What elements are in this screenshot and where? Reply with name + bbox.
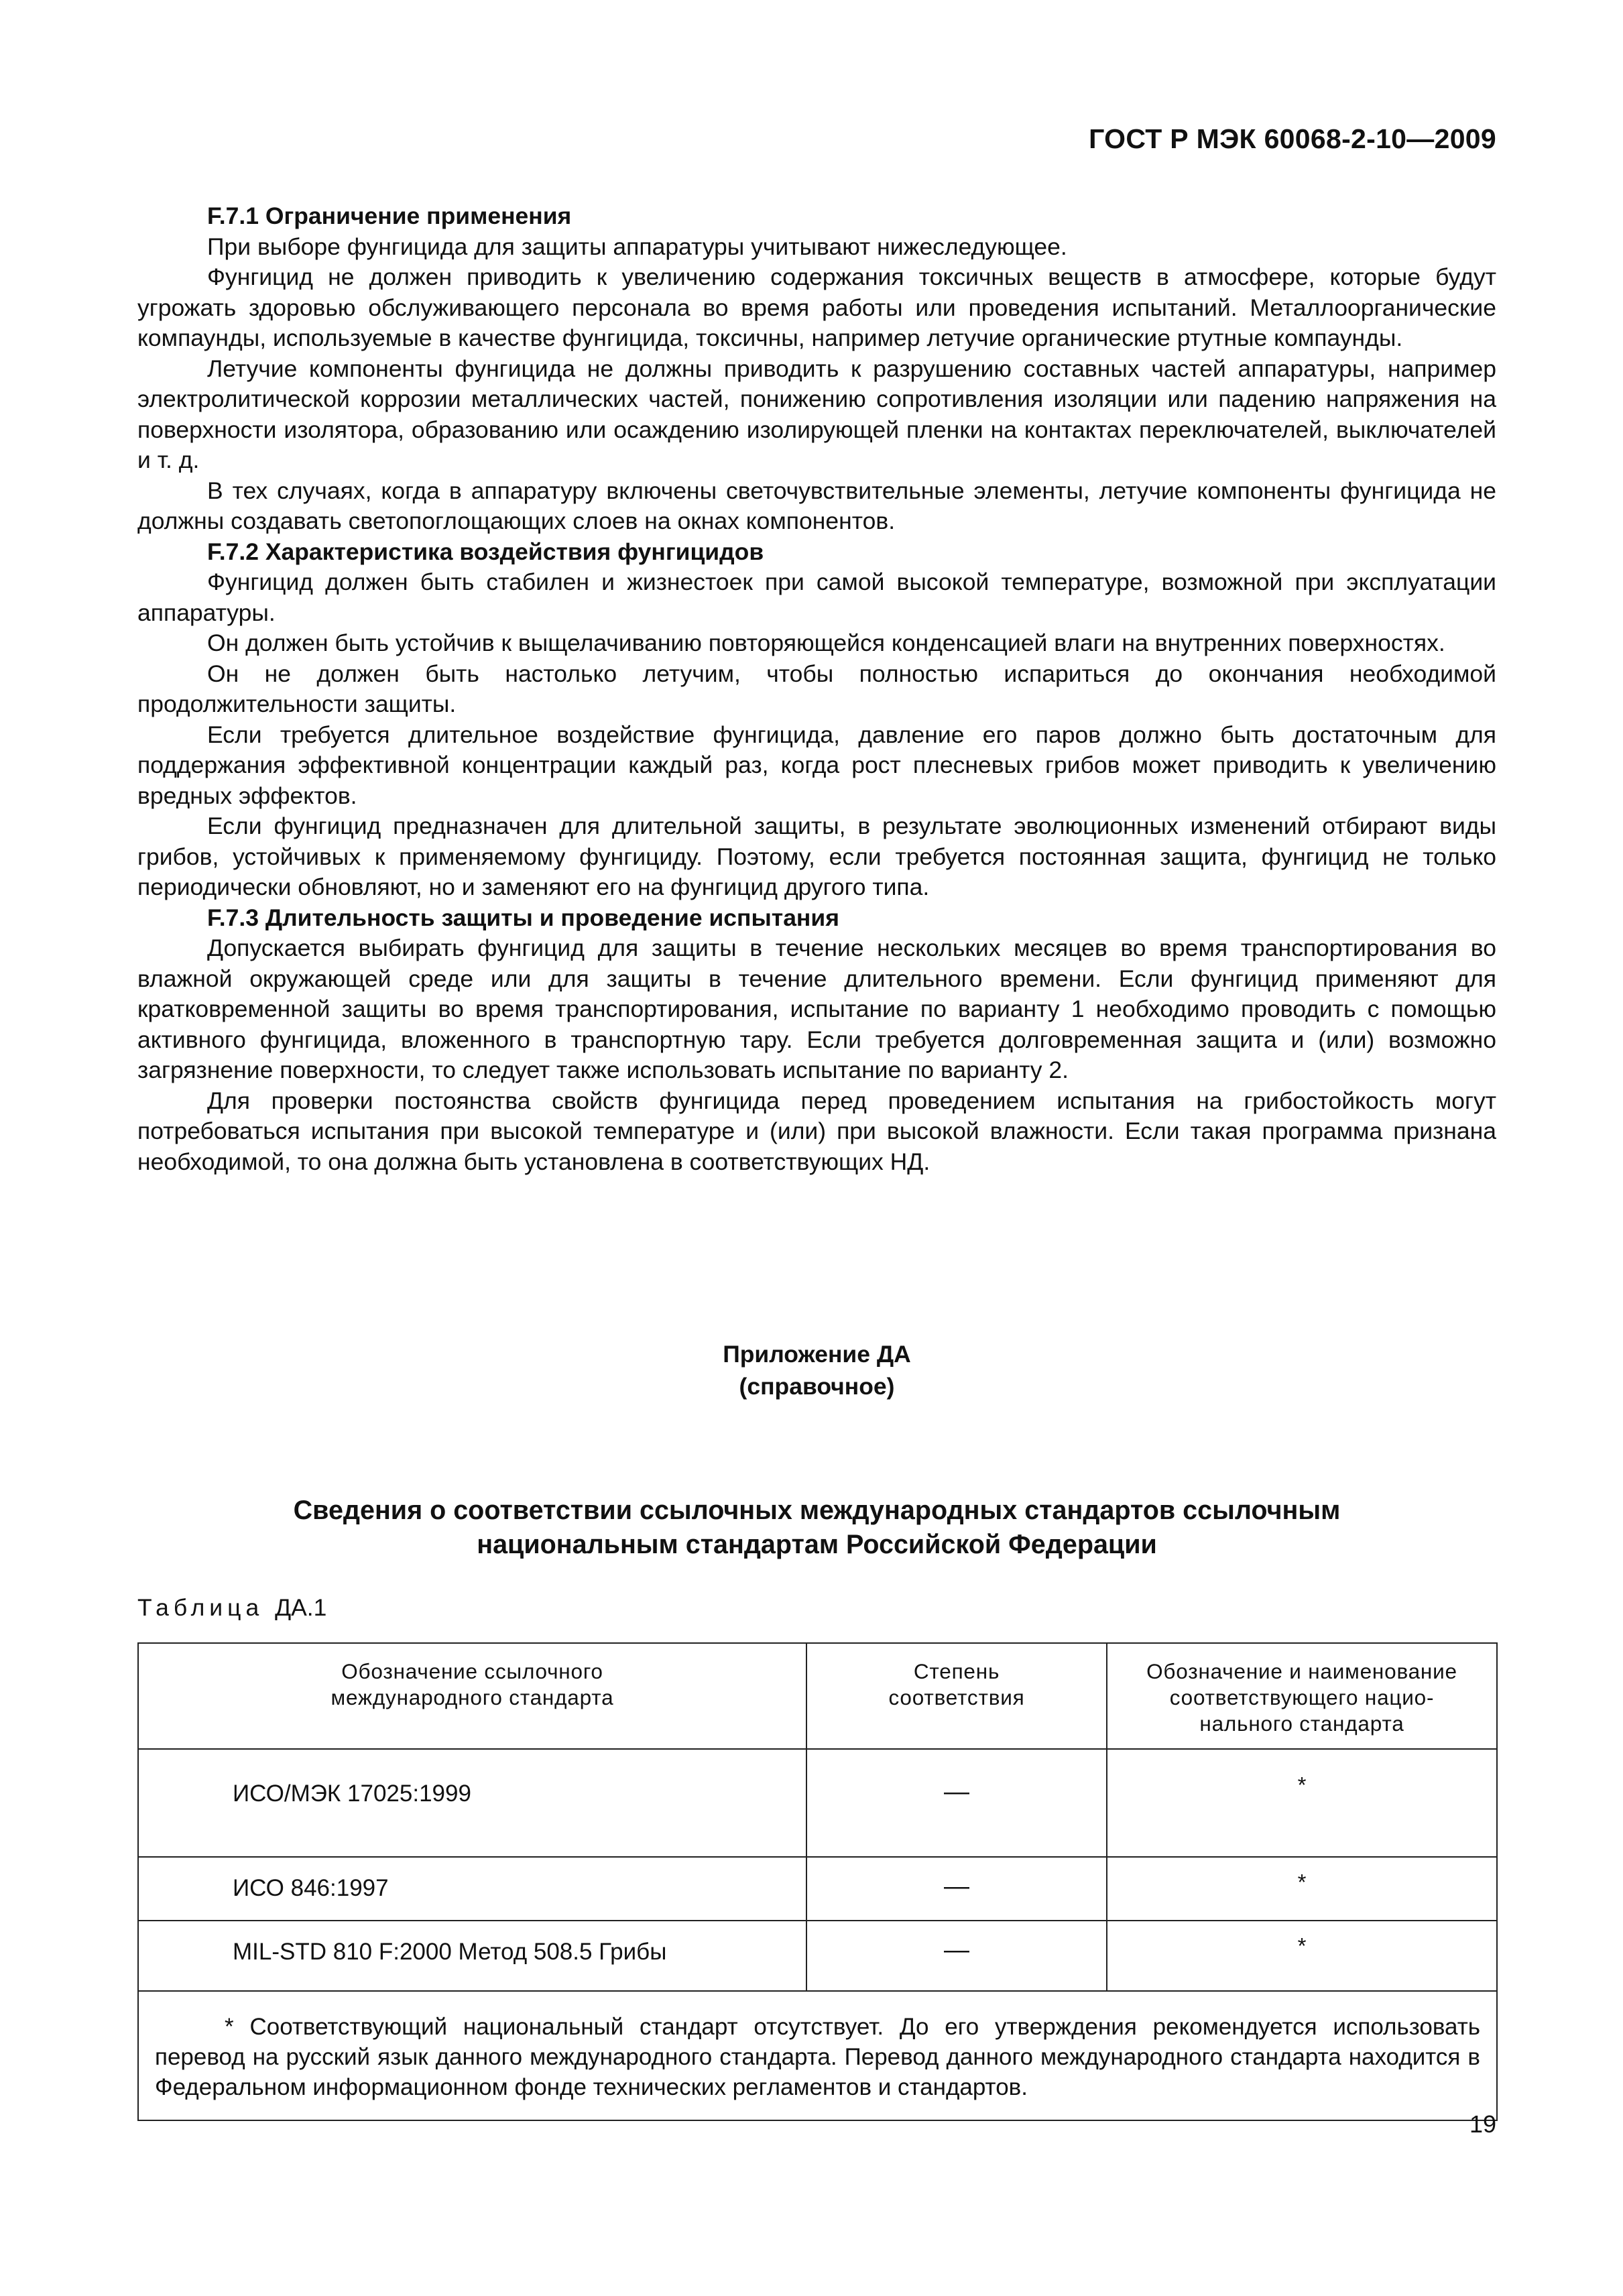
table-row	[138, 1857, 1497, 1921]
appendix-main-title-line: Сведения о соответствии ссылочных международных стандартов ссылочным	[293, 1496, 1341, 1525]
paragraph: Он не должен быть настолько летучим, чтобы полностью испариться до окончания необходимой продолжительности защиты.	[137, 660, 1496, 717]
section-heading-f71: F.7.1 Ограничение применения	[207, 202, 572, 229]
cell-international-standard: ИСО 846:1997	[138, 1857, 806, 1921]
header-cell-international-standard	[138, 1643, 806, 1749]
appendix-title: Приложение ДА	[723, 1341, 911, 1368]
table-footnote-row	[138, 1991, 1497, 2120]
paragraph: Если фунгицид предназначен для длительной защиты, в результате эволюционных изменений отбирают виды грибов, устойчивых к применяемому фунгициду. Поэтому, если требуется постоянная защита, фунгицид не только периодически обновляют, но и заменяют его на фунгицид другого типа.	[137, 812, 1496, 900]
header-line: Степень	[913, 1659, 1000, 1683]
paragraph: Летучие компоненты фунгицида не должны приводить к разрушению составных частей аппаратуры, например электролитической коррозии металлических частей, понижению сопротивления изоляции или падению напряжения на поверхности изолятора, образованию или осаждению изолирующей пленки на контактах переключателей, выключателей и т. д.	[137, 355, 1496, 473]
paragraph: Допускается выбирать фунгицид для защиты в течение нескольких месяцев во время транспортирования во влажной окружающей среде или для защиты в течение длительного времени. Если фунгицид применяют для кратковременной защиты во время транспортирования, испытание по варианту 1 необходимо проводить с помощью активного фунгицида, вложенного в транспортную тару. Если требуется долговременная защита и (или) возможно загрязнение поверхности, то следует также использовать испытание по варианту 2.	[137, 934, 1496, 1083]
cell-national-standard: *	[1107, 1857, 1497, 1921]
section-heading-f72: F.7.2 Характеристика воздействия фунгицидов	[207, 538, 764, 565]
table-caption	[137, 1594, 326, 1622]
table-caption-label: Таблица	[137, 1594, 264, 1621]
cell-international-standard: ИСО/МЭК 17025:1999	[138, 1749, 806, 1857]
cell-international-standard: MIL-STD 810 F:2000 Метод 508.5 Грибы	[138, 1921, 806, 1991]
header-line: Обозначение и наименование	[1146, 1659, 1457, 1683]
header-line: международного стандарта	[330, 1685, 614, 1709]
body-text	[137, 201, 1496, 1177]
document-page	[137, 0, 1496, 2296]
header-line: Обозначение ссылочного	[341, 1659, 603, 1683]
header-cell-national-standard	[1107, 1643, 1497, 1749]
paragraph: При выборе фунгицида для защиты аппаратуры учитывают нижеследующее.	[207, 233, 1067, 260]
appendix-kind: (справочное)	[739, 1373, 895, 1400]
table-header-row	[138, 1643, 1497, 1749]
cell-degree: —	[806, 1857, 1107, 1921]
paragraph: Он должен быть устойчив к выщелачиванию повторяющейся конденсацией влаги на внутренних поверхностях.	[207, 629, 1445, 656]
paragraph: Фунгицид должен быть стабилен и жизнестоек при самой высокой температуре, возможной при эксплуатации аппаратуры.	[137, 568, 1496, 626]
paragraph: Для проверки постоянства свойств фунгицида перед проведением испытания на грибостойкость могут потребоваться испытания при высокой температуре и (или) при высокой влажности. Если такая программа признана необходимой, то она должна быть установлена в соответствующих НД.	[137, 1087, 1496, 1175]
table-row	[138, 1749, 1497, 1857]
table-row	[138, 1921, 1497, 1991]
appendix-main-title-line: национальным стандартам Российской Федерации	[477, 1530, 1157, 1559]
header-line: нального стандарта	[1199, 1711, 1404, 1736]
paragraph: Фунгицид не должен приводить к увеличению содержания токсичных веществ в атмосфере, которые будут угрожать здоровью обслуживающего персонала во время работы или проведения испытаний. Металлоорганические компаунды, используемые в качестве фунгицида, токсичны, например летучие органические ртутные компаунды.	[137, 263, 1496, 351]
paragraph: В тех случаях, когда в аппаратуру включены светочувствительные элементы, летучие компоненты фунгицида не должны создавать светопоглощающих слоев на окнах компонентов.	[137, 477, 1496, 534]
header-line: соответствия	[888, 1685, 1025, 1709]
header-line: соответствующего нацио-	[1169, 1685, 1435, 1709]
cell-degree: —	[806, 1749, 1107, 1857]
section-heading-f73: F.7.3 Длительность защиты и проведение испытания	[207, 904, 839, 931]
standard-designation: ГОСТ Р МЭК 60068-2-10—2009	[1089, 123, 1496, 154]
appendix-main-title	[137, 1494, 1496, 1562]
cell-degree: —	[806, 1921, 1107, 1991]
table-caption-number: ДА.1	[275, 1594, 327, 1621]
page-number: 19	[1469, 2110, 1496, 2138]
standards-correspondence-table	[137, 1642, 1498, 2121]
cell-national-standard: *	[1107, 1921, 1497, 1991]
table-footnote: * Соответствующий национальный стандарт отсутствует. До его утверждения рекомендуется использовать перевод на русский язык данного международного стандарта. Перевод данного международного стандарта находится в Федеральном информационном фонде технических регламентов и стандартов.	[138, 1991, 1497, 2120]
paragraph: Если требуется длительное воздействие фунгицида, давление его паров должно быть достаточным для поддержания эффективной концентрации каждый раз, когда рост плесневых грибов может приводить к увеличению вредных эффектов.	[137, 721, 1496, 809]
header-cell-degree	[806, 1643, 1107, 1749]
cell-national-standard: *	[1107, 1749, 1497, 1857]
